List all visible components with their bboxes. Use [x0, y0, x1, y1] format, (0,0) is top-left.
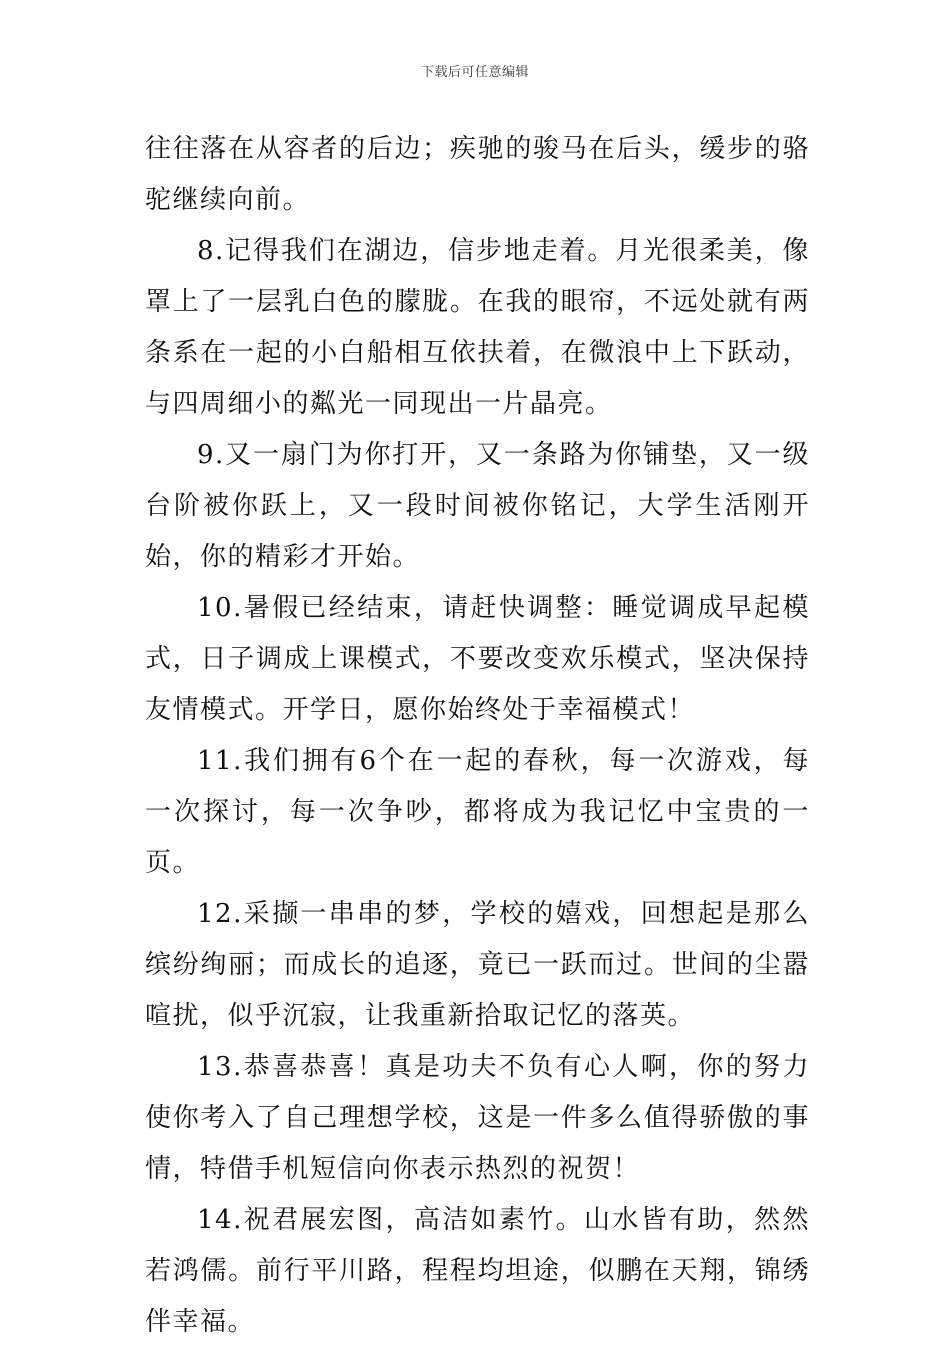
- paragraph: 往往落在从容者的后边；疾驰的骏马在后头，缓步的骆驼继续向前。: [145, 134, 810, 215]
- paragraph: 13.恭喜恭喜！真是功夫不负有心人啊，你的努力使你考入了自己理想学校，这是一件多么值得骄傲的事情，特借手机短信向你表示热烈的祝贺！: [145, 1052, 810, 1184]
- paragraph: 14.祝君展宏图，高洁如素竹。山水皆有助，然然若鸿儒。前行平川路，程程均坦途，似鹏在天翔，锦绣伴幸福。: [145, 1205, 810, 1337]
- paragraph: 11.我们拥有6个在一起的春秋，每一次游戏，每一次探讨，每一次争吵，都将成为我记忆中宝贵的一页。: [145, 746, 810, 878]
- paragraph: 9.又一扇门为你打开，又一条路为你铺垫，又一级台阶被你跃上，又一段时间被你铭记，大学生活刚开始，你的精彩才开始。: [145, 440, 810, 572]
- paragraph: 12.采撷一串串的梦，学校的嬉戏，回想起是那么缤纷绚丽；而成长的追逐，竟已一跃而过。世间的尘嚣喧扰，似乎沉寂，让我重新拾取记忆的落英。: [145, 899, 810, 1031]
- page-header-note: 下载后可任意编辑: [420, 65, 529, 80]
- document-body: [145, 124, 810, 1348]
- paragraph: 8.记得我们在湖边，信步地走着。月光很柔美，像罩上了一层乳白色的朦胧。在我的眼帘，不远处就有两条系在一起的小白船相互依扶着，在微浪中上下跃动，与四周细小的粼光一同现出一片晶亮。: [145, 236, 810, 419]
- paragraph: 10.暑假已经结束，请赶快调整：睡觉调成早起模式，日子调成上课模式，不要改变欢乐模式，坚决保持友情模式。开学日，愿你始终处于幸福模式！: [145, 593, 810, 725]
